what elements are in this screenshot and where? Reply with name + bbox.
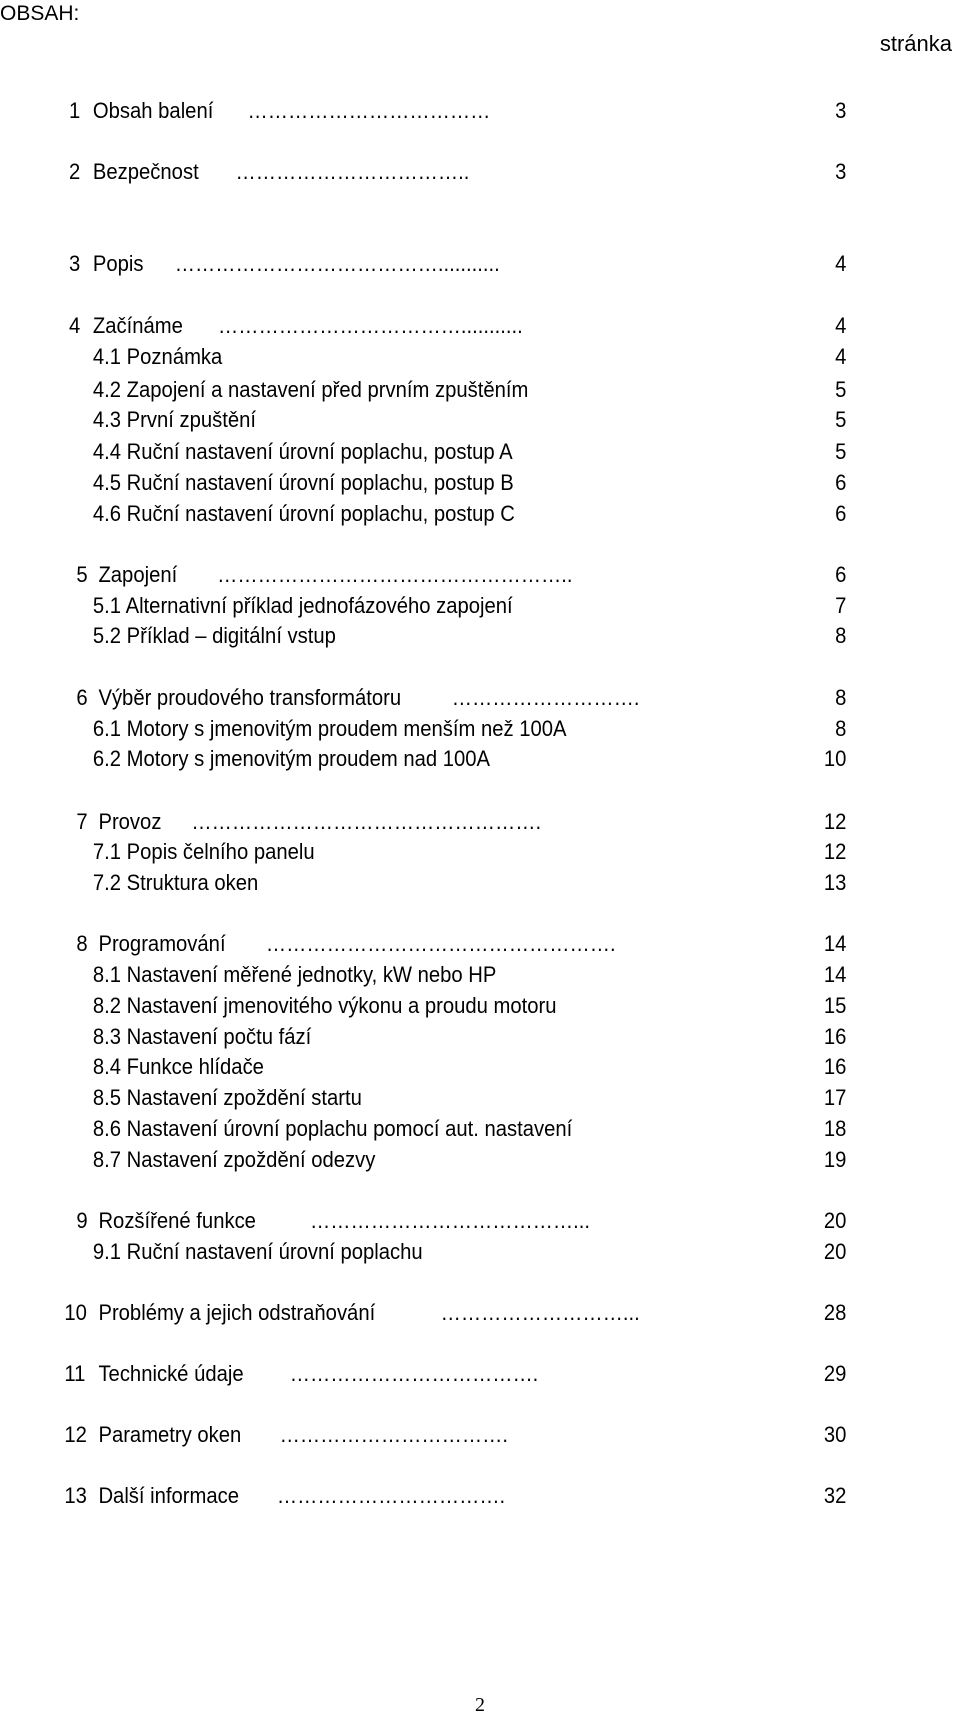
subsection-title: 4.3 První zpuštění (92, 407, 257, 432)
subsection-title: 5.2 Příklad – digitální vstup (92, 623, 336, 648)
page-ref: 16 (823, 1054, 847, 1079)
toc-entry[interactable] (0, 683, 883, 713)
page-ref: 12 (823, 809, 847, 834)
toc-entry[interactable] (0, 560, 883, 590)
toc-entry[interactable] (0, 807, 883, 837)
subsection-title: 4.4 Ruční nastavení úrovní poplachu, postup A (92, 439, 513, 464)
section-title: Provoz (98, 809, 162, 834)
section-title: Začínáme (92, 313, 183, 338)
leader-dots: …………………………………........... (174, 251, 500, 276)
page-ref: 8 (835, 685, 847, 710)
subsection-title: 4.1 Poznámka (92, 344, 223, 369)
toc-subentry[interactable] (0, 744, 883, 774)
subsection-title: 8.2 Nastavení jmenovitého výkonu a proudu motoru (92, 993, 557, 1018)
page-ref: 30 (823, 1422, 847, 1447)
leader-dots: ……………………………… (247, 98, 491, 123)
section-number: 2 (69, 159, 81, 184)
toc-entry[interactable] (0, 1206, 883, 1236)
toc-subentry[interactable] (0, 591, 883, 621)
subsection-title: 6.1 Motory s jmenovitým proudem menším než 100A (92, 716, 567, 741)
toc-subentry[interactable] (0, 1052, 883, 1082)
page-ref: 8 (835, 716, 847, 741)
section-title: Programování (98, 931, 226, 956)
page-ref: 14 (823, 931, 847, 956)
subsection-title: 8.1 Nastavení měřené jednotky, kW nebo HP (92, 962, 497, 987)
toc-subentry[interactable] (0, 1114, 883, 1144)
toc-entry[interactable] (0, 96, 883, 126)
section-number: 9 (76, 1208, 88, 1233)
page-ref: 7 (835, 593, 847, 618)
section-number: 6 (76, 685, 88, 710)
section-title: Problémy a jejich odstraňování (98, 1300, 376, 1325)
page-ref: 13 (823, 870, 847, 895)
page-ref: 5 (835, 407, 847, 432)
page-ref: 10 (823, 746, 847, 771)
toc-heading: OBSAH: (0, 2, 80, 25)
page-ref: 19 (823, 1147, 847, 1172)
subsection-title: 7.2 Struktura oken (92, 870, 259, 895)
leader-dots: ……………………………………………. (191, 809, 542, 834)
toc-subentry[interactable] (0, 991, 883, 1021)
page-ref: 17 (823, 1085, 847, 1110)
subsection-title: 5.1 Alternativní příklad jednofázového zapojení (92, 593, 513, 618)
section-number: 11 (64, 1361, 86, 1386)
section-number: 8 (76, 931, 88, 956)
section-number: 13 (64, 1483, 87, 1508)
page-number: 2 (475, 1694, 485, 1716)
toc-subentry[interactable] (0, 621, 883, 651)
leader-dots: ……………………………. (276, 1483, 506, 1508)
subsection-title: 4.5 Ruční nastavení úrovní poplachu, postup B (92, 470, 514, 495)
section-title: Výběr proudového transformátoru (98, 685, 402, 710)
toc-entry[interactable] (0, 1420, 883, 1450)
subsection-title: 8.3 Nastavení počtu fází (92, 1024, 312, 1049)
subsection-title: 6.2 Motory s jmenovitým proudem nad 100A (92, 746, 491, 771)
section-number: 4 (69, 313, 81, 338)
page-ref: 5 (835, 439, 847, 464)
subsection-title: 8.4 Funkce hlídače (92, 1054, 264, 1079)
toc-entry[interactable] (0, 1298, 883, 1328)
page-ref: 20 (823, 1239, 847, 1264)
leader-dots: ……………………………. (279, 1422, 508, 1447)
section-number: 5 (76, 562, 88, 587)
leader-dots: ………………………………........... (218, 313, 523, 338)
leader-dots: ………………………... (440, 1300, 640, 1325)
page-ref: 6 (835, 470, 847, 495)
leader-dots: ………………………. (451, 685, 640, 710)
toc-subentry[interactable] (0, 714, 883, 744)
toc-entry[interactable] (0, 249, 883, 279)
page-ref: 4 (835, 251, 847, 276)
page-ref: 6 (835, 562, 847, 587)
toc-subentry[interactable] (0, 1237, 883, 1267)
toc-subentry[interactable] (0, 960, 883, 990)
toc-entry[interactable] (0, 1359, 883, 1389)
toc-subentry[interactable] (0, 1145, 883, 1175)
subsection-title: 4.2 Zapojení a nastavení před prvním zpuštěním (92, 377, 529, 402)
section-title: Technické údaje (98, 1361, 244, 1386)
page-ref: 18 (823, 1116, 847, 1141)
toc-subentry[interactable] (0, 468, 883, 498)
page-ref: 5 (835, 377, 847, 402)
page-ref: 20 (823, 1208, 847, 1233)
page-ref: 32 (823, 1483, 847, 1508)
page-ref: 29 (823, 1361, 847, 1386)
section-number: 3 (69, 251, 81, 276)
subsection-title: 8.5 Nastavení zpoždění startu (92, 1085, 362, 1110)
page-ref: 3 (835, 159, 847, 184)
leader-dots: ………………………………. (289, 1361, 539, 1386)
page-ref: 6 (835, 501, 847, 526)
section-number: 10 (64, 1300, 87, 1325)
toc-entry[interactable] (0, 929, 883, 959)
page-ref: 4 (835, 344, 847, 369)
section-title: Bezpečnost (92, 159, 199, 184)
page-ref: 14 (823, 962, 847, 987)
section-title: Zapojení (98, 562, 178, 587)
subsection-title: 8.7 Nastavení zpoždění odezvy (92, 1147, 376, 1172)
section-number: 12 (64, 1422, 87, 1447)
page-ref: 8 (835, 623, 847, 648)
toc-subentry[interactable] (0, 1083, 883, 1113)
page-ref: 12 (823, 839, 847, 864)
page-ref: 4 (835, 313, 847, 338)
page-ref: 15 (823, 993, 847, 1018)
leader-dots: …………………………………... (310, 1208, 591, 1233)
page-column-label: stránka (879, 31, 952, 56)
page-ref: 3 (835, 98, 847, 123)
section-title: Popis (92, 251, 144, 276)
subsection-title: 7.1 Popis čelního panelu (92, 839, 315, 864)
toc-subentry[interactable] (0, 375, 883, 405)
leader-dots: …………………………….. (235, 159, 470, 184)
section-title: Parametry oken (98, 1422, 242, 1447)
toc-subentry[interactable] (0, 342, 883, 372)
toc-subentry[interactable] (0, 437, 883, 467)
page-ref: 16 (823, 1024, 847, 1049)
section-number: 1 (69, 98, 81, 123)
toc-subentry[interactable] (0, 405, 883, 435)
leader-dots: …………………………………………….. (217, 562, 573, 587)
section-title: Rozšířené funkce (98, 1208, 256, 1233)
toc-subentry[interactable] (0, 499, 883, 529)
toc-entry[interactable] (0, 311, 883, 341)
section-number: 7 (76, 809, 88, 834)
subsection-title: 4.6 Ruční nastavení úrovní poplachu, postup C (92, 501, 515, 526)
toc-subentry[interactable] (0, 1022, 883, 1052)
toc-entry[interactable] (0, 1481, 883, 1511)
page-ref: 28 (823, 1300, 847, 1325)
subsection-title: 9.1 Ruční nastavení úrovní poplachu (92, 1239, 423, 1264)
section-title: Další informace (98, 1483, 240, 1508)
subsection-title: 8.6 Nastavení úrovní poplachu pomocí aut. nastavení (92, 1116, 573, 1141)
section-title: Obsah balení (92, 98, 214, 123)
leader-dots: ……………………………………………. (265, 931, 616, 956)
toc-entry[interactable] (0, 157, 883, 187)
toc-subentry[interactable] (0, 837, 883, 867)
toc-subentry[interactable] (0, 868, 883, 898)
